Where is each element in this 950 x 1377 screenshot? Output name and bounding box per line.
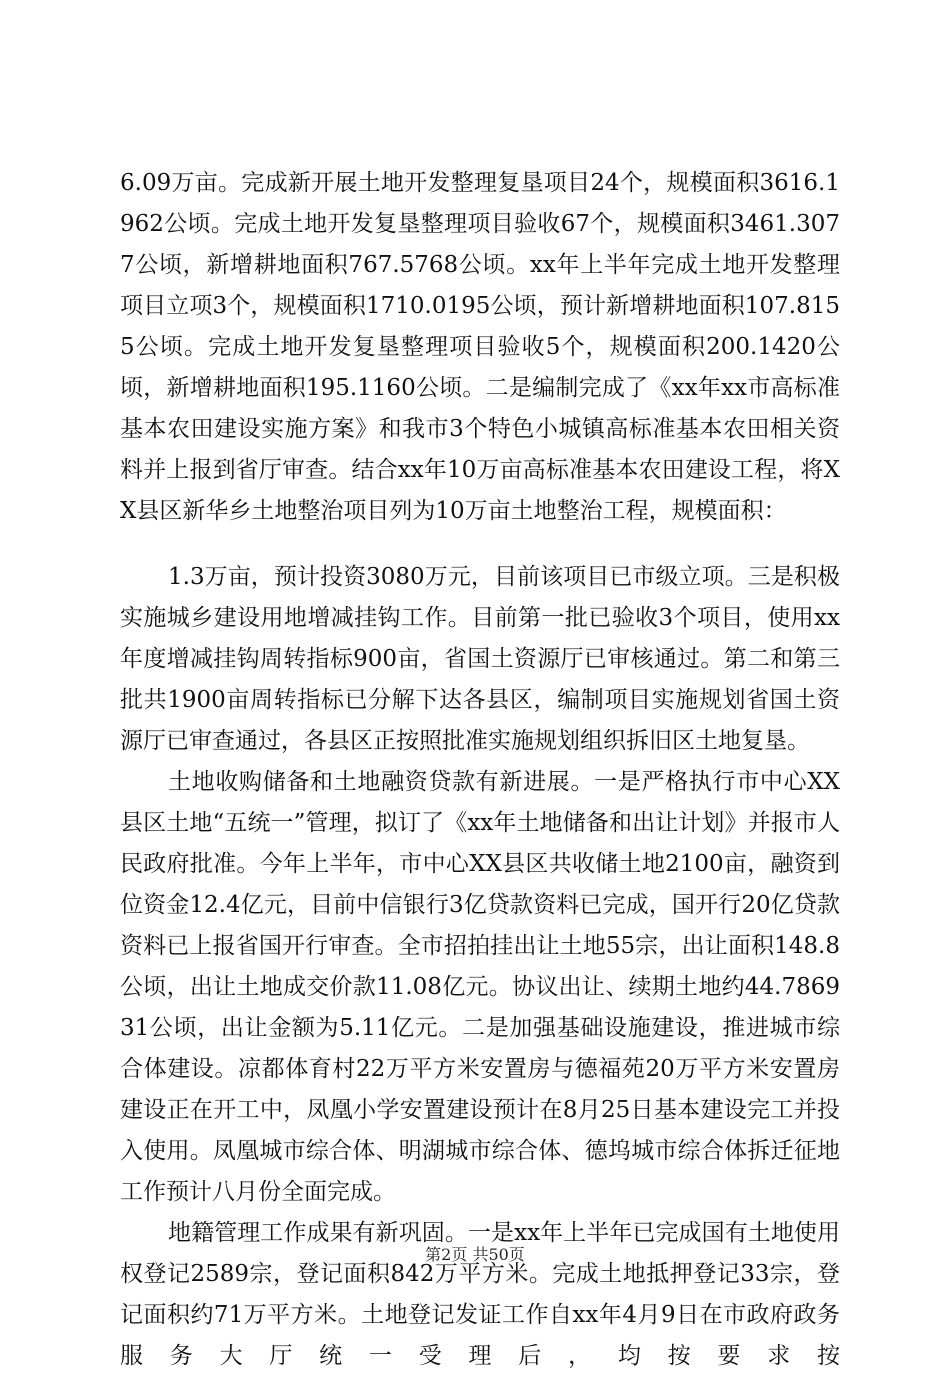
paragraph-linking-work: 1.3万亩，预计投资3080万元，目前该项目已市级立项。三是积极实施城乡建设用地增减挂钩工作。目前第一批已验收3个项目，使用xx年度增减挂钩周转指标900亩，省国土资源厅已审核通过。第二和第三批共1900亩周转指标已分解下达各县区，编制项目实施规划省国土资源厅已审查通过，各县区正按照批准实施规划组织拆旧区土地复垦。 xyxy=(120,564,840,754)
paragraph-land-development: 6.09万亩。完成新开展土地开发整理复垦项目24个，规模面积3616.1962公顷。完成土地开发复垦整理项目验收67个，规模面积3461.3077公顷，新增耕地面积767.5768公顷。xx年上半年完成土地开发整理项目立项3个，规模面积1710.0195公顷，预计新增耕地面积107.8155公顷。完成土地开发复垦整理项目验收5个，规模面积200.1420公顷，新增耕地面积195.1160公顷。二是编制完成了《xx年xx市高标准基本农田建设实施方案》和我市3个特色小城镇高标准基本农田相关资料并上报到省厅审查。结合xx年10万亩高标准基本农田建设工程，将XX县区新华乡土地整治项目列为10万亩土地整治工程，规模面积： xyxy=(120,170,840,524)
paragraph-land-reserve: 土地收购储备和土地融资贷款有新进展。一是严格执行市中心XX县区土地“五统一”管理，拟订了《xx年土地储备和出让计划》并报市人民政府批准。今年上半年，市中心XX县区共收储土地2100亩，融资到位资金12.4亿元，目前中信银行3亿贷款资料已完成，国开行20亿贷款资料已上报省国开行审查。全市招拍挂出让土地55宗，出让面积148.8公顷，出让土地成交价款11.08亿元。协议出让、续期土地约44.786931公顷，出让金额为5.11亿元。二是加强基础设施建设，推进城市综合体建设。凉都体育村22万平方米安置房与德福苑20万平方米安置房建设正在开工中，凤凰小学安置建设预计在8月25日基本建设完工并投入使用。凤凰城市综合体、明湖城市综合体、德坞城市综合体拆迁征地工作预计八月份全面完成。 xyxy=(120,769,840,1205)
paragraph-cadastral-management: 地籍管理工作成果有新巩固。一是xx年上半年已完成国有土地使用权登记2589宗，登记面积842万平方米。完成土地抵押登记33宗，登记面积约71万平方米。土地登记发证工作自xx年4月9日在市政府政务服务大厅统一受理后，均按要求按 xyxy=(120,1220,840,1369)
document-body xyxy=(120,163,840,1377)
page-footer: 第2页 共50页 xyxy=(425,1245,525,1264)
